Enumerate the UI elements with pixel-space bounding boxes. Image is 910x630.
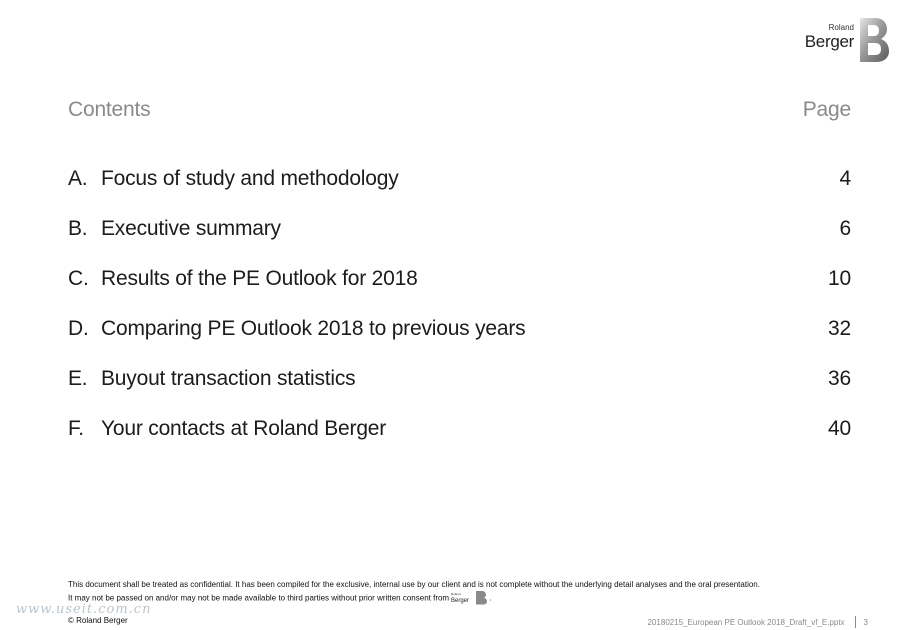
toc-row-e[interactable] — [68, 354, 851, 404]
svg-text:Roland: Roland — [451, 592, 461, 596]
confidentiality-disclaimer — [68, 578, 760, 606]
roland-berger-logo — [798, 16, 890, 64]
toc-row-c[interactable] — [68, 254, 851, 304]
disclaimer-line2-end: . — [489, 593, 492, 603]
roland-berger-mini-logo-icon — [451, 590, 492, 605]
toc-title: Comparing PE Outlook 2018 to previous years — [101, 317, 526, 340]
page-column-label: Page — [802, 98, 851, 121]
watermark: www.useit.com.cn — [16, 602, 152, 617]
toc-page: 36 — [828, 367, 851, 390]
logo-line2: Berger — [804, 32, 854, 51]
toc-row-b[interactable] — [68, 204, 851, 254]
toc-title: Buyout transaction statistics — [101, 367, 356, 390]
toc-letter: D. — [68, 317, 89, 340]
logo-line1: Roland — [828, 23, 854, 32]
contents-header — [68, 96, 851, 124]
toc-page: 4 — [839, 167, 851, 190]
footer-info — [648, 616, 868, 628]
toc-row-f[interactable] — [68, 404, 851, 454]
toc-title: Focus of study and methodology — [101, 167, 399, 190]
toc-letter: E. — [68, 367, 88, 390]
logo-b-mark-icon — [858, 16, 890, 64]
toc-letter: B. — [68, 217, 88, 240]
disclaimer-line1: This document shall be treated as confidential. It has been compiled for the exclusive, internal use by our client and is not complete without the underlying detail analyses and the oral presentation. — [68, 580, 760, 589]
toc-letter: C. — [68, 267, 89, 290]
toc-title: Your contacts at Roland Berger — [101, 417, 387, 440]
toc-row-d[interactable] — [68, 304, 851, 354]
toc-title: Executive summary — [101, 217, 281, 240]
footer-page-number: 3 — [863, 617, 868, 627]
toc-title: Results of the PE Outlook for 2018 — [101, 267, 418, 290]
footer-filename: 20180215_European PE Outlook 2018_Draft_vf_E.pptx — [647, 617, 845, 627]
contents-title: Contents — [68, 98, 151, 121]
toc-page: 10 — [828, 267, 851, 290]
footer-copyright: © Roland Berger — [68, 616, 128, 625]
table-of-contents — [68, 154, 851, 454]
footer-separator — [855, 616, 856, 628]
toc-page: 32 — [828, 317, 851, 340]
toc-page: 40 — [828, 417, 851, 440]
toc-page: 6 — [839, 217, 851, 240]
toc-letter: F. — [68, 417, 84, 440]
disclaimer-line2: It may not be passed on and/or may not be made available to third parties without prior written consent from — [68, 593, 450, 603]
toc-row-a[interactable] — [68, 154, 851, 204]
svg-text:Berger: Berger — [451, 598, 470, 604]
toc-letter: A. — [68, 167, 88, 190]
disclaimer-line2-wrap — [68, 591, 760, 606]
